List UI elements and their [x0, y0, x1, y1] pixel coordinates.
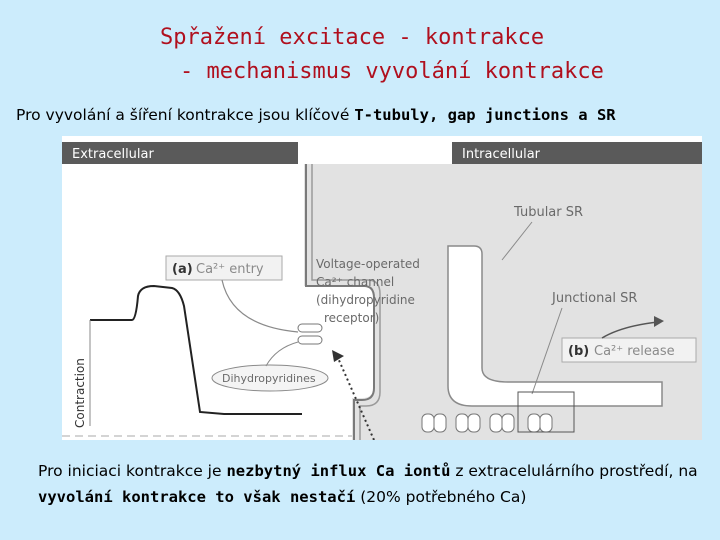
ca-entry-arrow — [222, 280, 298, 332]
junctional-sr-label: Junctional SR — [552, 291, 638, 306]
intro-prefix: Pro vyvolání a šíření kontrakce jsou klíčové — [16, 106, 355, 124]
caption-bold-1: nezbytný influx Ca iontů — [226, 462, 451, 480]
dihydropyridines-leader — [266, 342, 298, 366]
caption-part-3: (20% potřebného Ca) — [355, 488, 527, 506]
ca-release-label: Ca²⁺ release — [594, 344, 675, 359]
diagram-svg — [62, 136, 702, 440]
extracellular-label: Extracellular — [72, 147, 154, 162]
caption-bold-2: vyvolání kontrakce to však nestačí — [38, 488, 356, 506]
channel-label-1: Voltage-operated — [316, 257, 420, 271]
release-channel — [434, 414, 446, 432]
release-channel — [540, 414, 552, 432]
caption-text — [38, 458, 710, 510]
caption-part-2: z extracelulárního prostředí, na — [450, 462, 698, 480]
channel-subunit-top — [298, 324, 322, 332]
channel-label-3: (dihydropyridine — [316, 293, 415, 307]
ec-coupling-diagram — [62, 136, 702, 440]
release-channel — [468, 414, 480, 432]
caption-part-1: Pro iniciaci kontrakce je — [38, 462, 227, 480]
ca-release-marker: (b) — [568, 344, 590, 359]
dihydropyridines-label: Dihydropyridines — [222, 372, 316, 385]
release-channel — [422, 414, 434, 432]
title-line-1: Spřažení excitace - kontrakce — [160, 25, 545, 50]
intro-text — [16, 106, 716, 124]
contraction-trace — [90, 286, 302, 414]
ca-entry-label: Ca²⁺ entry — [196, 262, 264, 277]
channel-subunit-bottom — [298, 336, 322, 344]
channel-label-2: Ca²⁺ channel — [316, 275, 395, 289]
release-channel — [502, 414, 514, 432]
title-line-2: - mechanismus vyvolání kontrakce — [180, 59, 604, 84]
tubular-sr-label: Tubular SR — [514, 205, 584, 220]
intro-highlight: T-tubuly, gap junctions a SR — [354, 106, 616, 124]
release-channel — [490, 414, 502, 432]
release-channel — [528, 414, 540, 432]
ca-entry-marker: (a) — [172, 262, 193, 277]
intracellular-label: Intracellular — [462, 147, 541, 162]
contraction-label: Contraction — [73, 358, 87, 428]
channel-label-4: receptor) — [324, 311, 380, 325]
release-channel — [456, 414, 468, 432]
